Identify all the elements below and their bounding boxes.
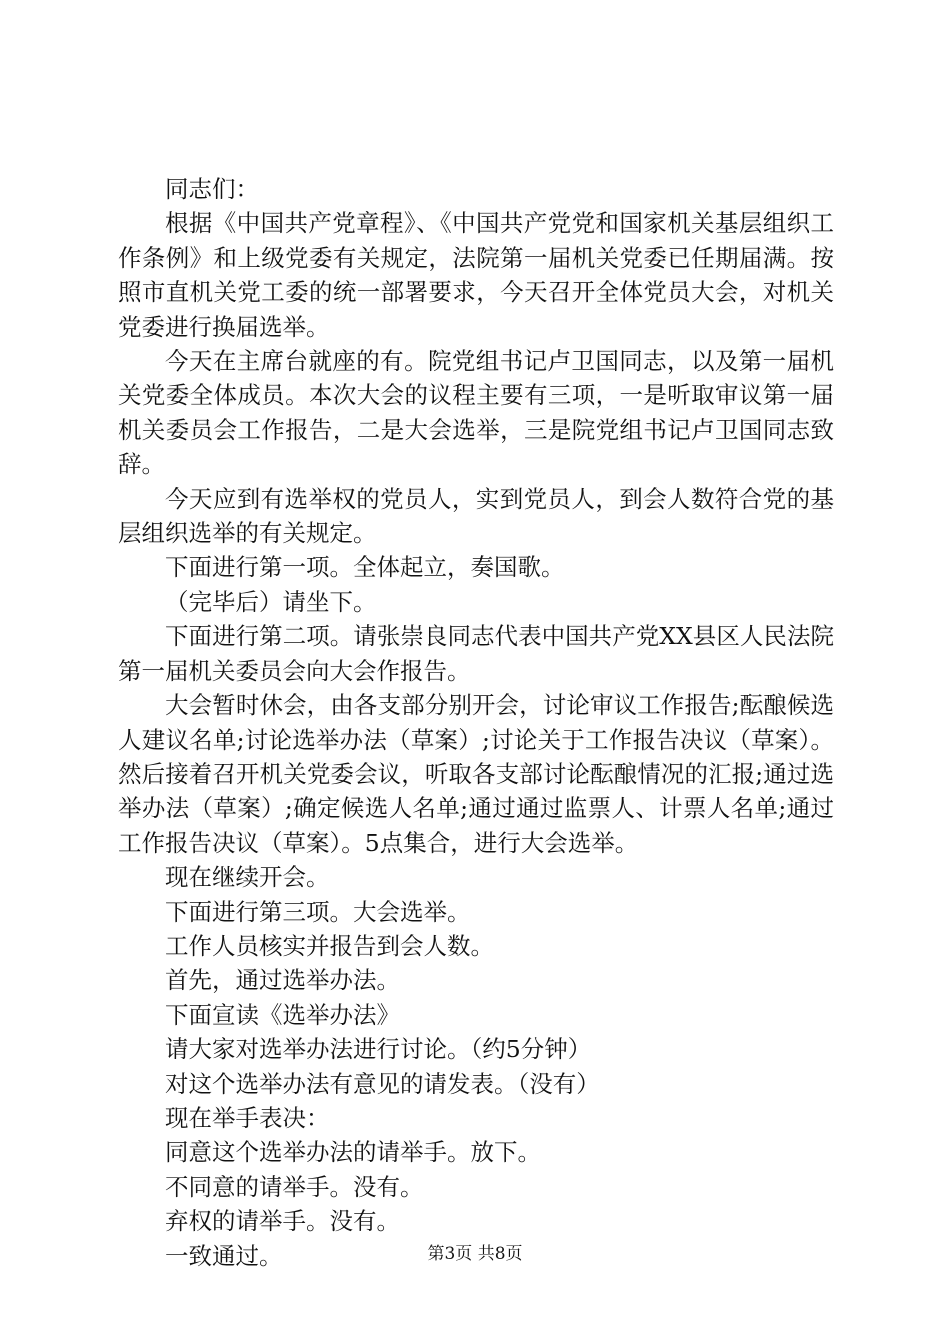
paragraph: 大会暂时休会，由各支部分别开会，讨论审议工作报告;酝酿候选人建议名单;讨论选举办法（草案）;讨论关于工作报告决议（草案）。然后接着召开机关党委会议，听取各支部讨论酝酿情况的汇报;通过选举办法（草案）;确定候选人名单;通过通过监票人、计票人名单;通过工作报告决议（草案）。5点集合，进行大会选举。 bbox=[118, 691, 834, 857]
paragraph: 请大家对选举办法进行讨论。（约5分钟） bbox=[165, 1035, 592, 1064]
paragraph: 对这个选举办法有意见的请发表。（没有） bbox=[165, 1069, 600, 1098]
paragraph: 不同意的请举手。没有。 bbox=[165, 1172, 424, 1201]
paragraph: 下面进行第一项。全体起立，奏国歌。 bbox=[165, 553, 565, 582]
paragraph: 根据《中国共产党章程》、《中国共产党党和国家机关基层组织工作条例》和上级党委有关规定，法院第一届机关党委已任期届满。按照市直机关党工委的统一部署要求，今天召开全体党员大会，对机关党委进行换届选举。 bbox=[118, 209, 834, 341]
paragraph: 工作人员核实并报告到会人数。 bbox=[165, 931, 494, 960]
paragraph: 现在举手表决： bbox=[165, 1103, 330, 1132]
paragraph: 今天在主席台就座的有。院党组书记卢卫国同志，以及第一届机关党委全体成员。本次大会的议程主要有三项，一是听取审议第一届机关委员会工作报告，二是大会选举，三是院党组书记卢卫国同志致辞。 bbox=[118, 347, 834, 479]
paragraph: 一致通过。 bbox=[165, 1241, 283, 1270]
page-number-footer: 第3页 共8页 bbox=[427, 1244, 523, 1264]
paragraph: 下面宣读《选举办法》 bbox=[165, 1000, 400, 1029]
paragraph: 弃权的请举手。没有。 bbox=[165, 1207, 400, 1236]
paragraph-salutation: 同志们： bbox=[165, 175, 259, 203]
paragraph: 同意这个选举办法的请举手。放下。 bbox=[165, 1138, 541, 1167]
paragraph: 首先，通过选举办法。 bbox=[165, 966, 400, 995]
paragraph: 下面进行第三项。大会选举。 bbox=[165, 897, 471, 926]
document-body bbox=[118, 172, 834, 1273]
paragraph: （完毕后）请坐下。 bbox=[165, 587, 377, 616]
paragraph: 现在继续开会。 bbox=[165, 863, 330, 892]
paragraph: 下面进行第二项。请张崇良同志代表中国共产党XX县区人民法院第一届机关委员会向大会作报告。 bbox=[118, 622, 834, 685]
paragraph: 今天应到有选举权的党员人，实到党员人，到会人数符合党的基层组织选举的有关规定。 bbox=[118, 484, 834, 548]
